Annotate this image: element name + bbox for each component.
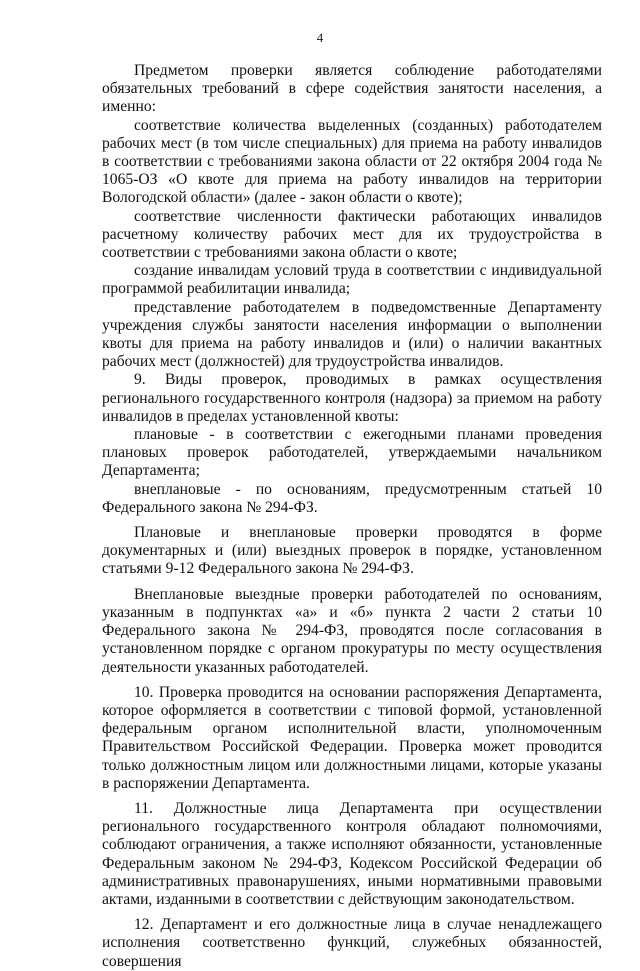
paragraph-employed-count: соответствие численности фактически работающих инвалидов расчетному количеству рабочих мест для их трудоустройства в соответствии с требованиями закона области о квоте;	[102, 207, 602, 262]
document-body	[102, 62, 602, 971]
page-number: 4	[316, 30, 324, 45]
paragraph-item-11: 11. Должностные лица Департамента при осуществлении регионального государственного контроля обладают полномочиями, соблюдают ограничения, а также исполняют обязанности, установленные Федеральным законом № 294-ФЗ, Кодексом Российской Федерации об административных правонарушениях, иными нормативными правовыми актами, изданными в соответствии с действующим законодательством.	[102, 799, 602, 908]
paragraph-working-conditions: создание инвалидам условий труда в соответствии с индивидуальной программой реабилитации инвалида;	[102, 262, 602, 298]
paragraph-unplanned-visits: Внеплановые выездные проверки работодателей по основаниям, указанным в подпунктах «а» и «б» пункта 2 части 2 статьи 10 Федерального закона № 294-ФЗ, проводятся после согласования в установленном порядке с органом прокуратуры по месту осуществления деятельности указанных работодателей.	[102, 585, 602, 676]
paragraph-information: представление работодателем в подведомственные Департаменту учреждения службы занятости населения информации о выполнении квоты для приема на работу инвалидов и (или) о наличии вакантных рабочих мест (должностей) для трудоустройства инвалидов.	[102, 298, 602, 371]
paragraph-item-12: 12. Департамент и его должностные лица в случае ненадлежащего исполнения соответственно функций, служебных обязанностей, совершения	[102, 916, 602, 970]
paragraph-subject: Предметом проверки является соблюдение работодателями обязательных требований в сфере содействия занятости населения, а именно:	[102, 62, 602, 116]
paragraph-item-10: 10. Проверка проводится на основании распоряжения Департамента, которое оформляется в соответствии с типовой формой, установленной федеральным органом исполнительной власти, уполномоченным Правительством Российской Федерации. Проверка может проводится только должностным лицом или должностными лицами, которые указаны в распоряжении Департамента.	[102, 683, 602, 792]
paragraph-planned: плановые - в соответствии с ежегодными планами проведения плановых проверок работодателей, утверждаемыми начальником Департамента;	[102, 426, 602, 480]
paragraph-inspection-form: Плановые и внеплановые проверки проводятся в форме документарных и (или) выездных проверок в порядке, установленном статьями 9-12 Федерального закона № 294-ФЗ.	[102, 524, 602, 578]
paragraph-item-9: 9. Виды проверок, проводимых в рамках осуществления регионального государственного контроля (надзора) за приемом на работу инвалидов в пределах установленной квоты:	[102, 371, 602, 425]
paragraph-unplanned: внеплановые - по основаниям, предусмотренным статьей 10 Федерального закона № 294-ФЗ.	[102, 480, 602, 516]
paragraph-jobs-quota: соответствие количества выделенных (созданных) работодателем рабочих мест (в том числе специальных) для приема на работу инвалидов в соответствии с требованиями закона области от 22 октября 2004 года № 1065-ОЗ «О квоте для приема на работу инвалидов на территории Вологодской области» (далее - закон области о квоте);	[102, 116, 602, 207]
